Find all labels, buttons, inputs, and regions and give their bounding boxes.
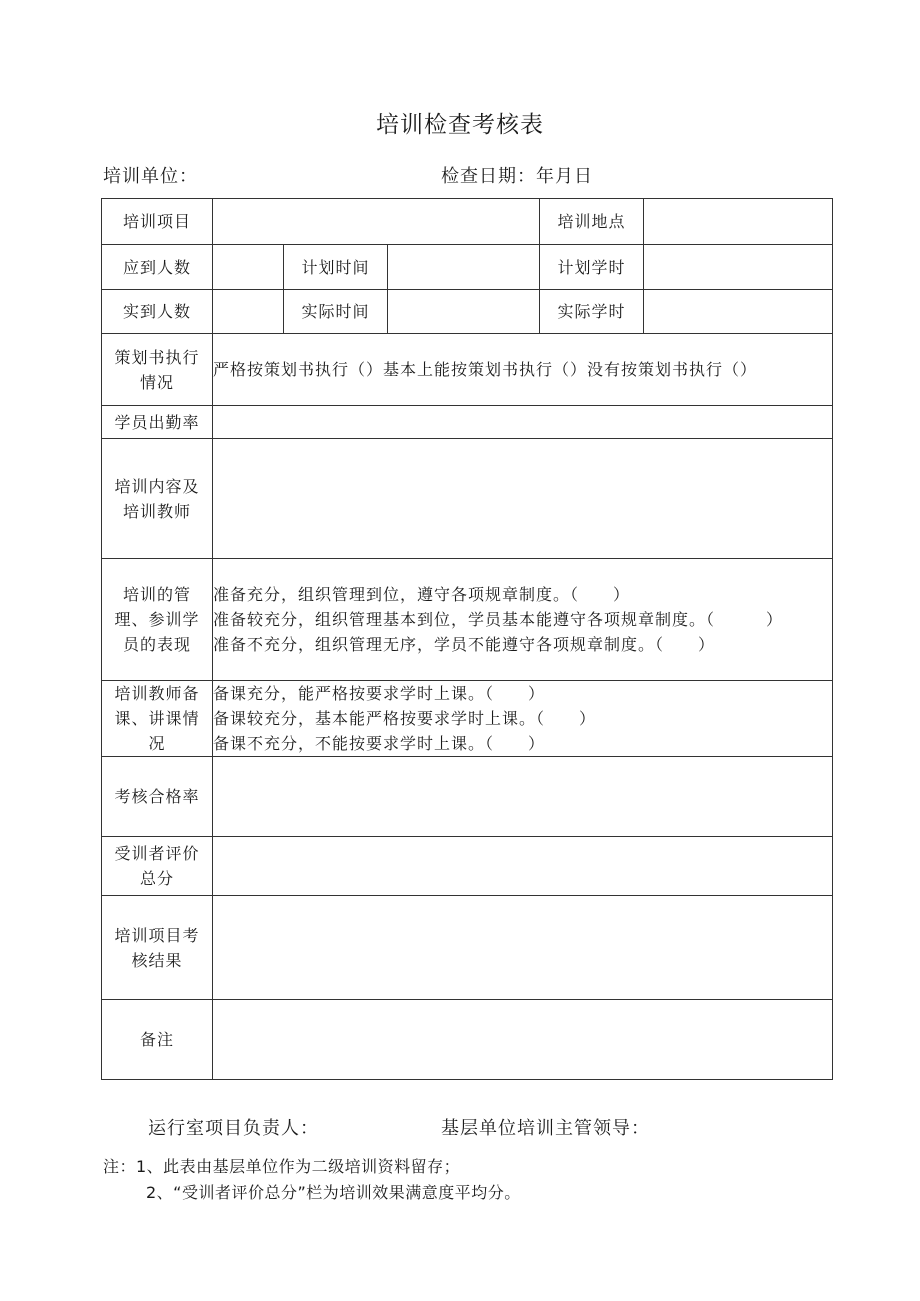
- result-label: [102, 896, 213, 1000]
- row-attendance: [102, 406, 833, 439]
- content-label-line: 培训内容及: [114, 476, 200, 496]
- actual-count-label: 实到人数: [102, 290, 213, 334]
- row-content-teacher: [102, 439, 833, 559]
- attendance-label: 学员出勤率: [102, 406, 213, 439]
- management-options[interactable]: [213, 559, 833, 681]
- attendance-value-cell[interactable]: [213, 406, 833, 439]
- inspection-form-table: [101, 198, 833, 1080]
- content-label: [102, 439, 213, 559]
- actual-time-label: 实际时间: [284, 290, 388, 334]
- evaluation-value-cell[interactable]: [213, 837, 833, 896]
- management-label-line: 员的表现: [122, 635, 191, 654]
- note-line-2: 2、“受训者评价总分”栏为培训效果满意度平均分。: [146, 1183, 521, 1202]
- management-label-line: 培训的管: [122, 585, 191, 604]
- teacher-option: 备课不充分，不能按要求学时上课。（ ）: [213, 734, 546, 753]
- row-actual: [102, 290, 833, 334]
- planned-hours-label: 计划学时: [540, 245, 644, 290]
- management-label: [102, 559, 213, 681]
- content-label-line: 培训教师: [122, 501, 191, 521]
- expected-count-label: 应到人数: [102, 245, 213, 290]
- teacher-options[interactable]: [213, 681, 833, 757]
- result-label-line: 核结果: [131, 950, 183, 970]
- planned-time-label: 计划时间: [284, 245, 388, 290]
- remarks-label: 备注: [102, 1000, 213, 1080]
- teacher-label-line: 课、讲课情: [114, 709, 200, 728]
- management-option: 准备充分，组织管理到位，遵守各项规章制度。（ ）: [213, 585, 631, 604]
- pass-rate-label: 考核合格率: [102, 757, 213, 837]
- evaluation-label: [102, 837, 213, 896]
- training-unit-label: 培训单位：: [103, 166, 198, 187]
- plan-exec-option-text: 严格按策划书执行（）基本上能按策划书执行（）没有按策划书执行（）: [213, 360, 758, 379]
- teacher-option: 备课充分，能严格按要求学时上课。（ ）: [213, 684, 546, 703]
- location-label: 培训地点: [540, 199, 644, 245]
- plan-exec-label-line: 情况: [139, 372, 174, 392]
- teacher-label-line: 况: [148, 734, 166, 753]
- result-label-line: 培训项目考: [114, 925, 200, 945]
- actual-hours-label: 实际学时: [540, 290, 644, 334]
- location-value-cell[interactable]: [644, 199, 833, 245]
- teacher-label-line: 培训教师备: [114, 684, 200, 703]
- unit-leader-signature-label: 基层单位培训主管领导：: [441, 1118, 650, 1139]
- project-label: 培训项目: [102, 199, 213, 245]
- row-management: [102, 559, 833, 681]
- planned-time-cell[interactable]: [388, 245, 540, 290]
- page-title: 培训检查考核表: [376, 112, 544, 138]
- result-value-cell[interactable]: [213, 896, 833, 1000]
- row-teacher: [102, 681, 833, 757]
- teacher-label: [102, 681, 213, 757]
- project-lead-signature-label: 运行室项目负责人：: [148, 1118, 319, 1139]
- row-remarks: [102, 1000, 833, 1080]
- pass-rate-value-cell[interactable]: [213, 757, 833, 837]
- plan-exec-options[interactable]: [213, 334, 833, 406]
- planned-hours-cell[interactable]: [644, 245, 833, 290]
- plan-exec-label: [102, 334, 213, 406]
- row-result: [102, 896, 833, 1000]
- management-option: 准备较充分，组织管理基本到位，学员基本能遵守各项规章制度。（ ）: [213, 610, 784, 629]
- expected-count-cell[interactable]: [213, 245, 284, 290]
- row-evaluation: [102, 837, 833, 896]
- actual-hours-cell[interactable]: [644, 290, 833, 334]
- inspection-date-label: 检查日期：年月日: [441, 166, 593, 187]
- row-expected: [102, 245, 833, 290]
- content-value-cell[interactable]: [213, 439, 833, 559]
- evaluation-label-line: 总分: [139, 869, 174, 888]
- row-project: [102, 199, 833, 245]
- actual-time-cell[interactable]: [388, 290, 540, 334]
- row-pass-rate: [102, 757, 833, 837]
- row-plan-execution: [102, 334, 833, 406]
- evaluation-label-line: 受训者评价: [114, 844, 200, 863]
- management-label-line: 理、参训学: [114, 610, 200, 629]
- note-line-1: 注：1、此表由基层单位作为二级培训资料留存；: [103, 1157, 461, 1176]
- plan-exec-label-line: 策划书执行: [114, 347, 200, 367]
- actual-count-cell[interactable]: [213, 290, 284, 334]
- remarks-value-cell[interactable]: [213, 1000, 833, 1080]
- project-value-cell[interactable]: [213, 199, 540, 245]
- teacher-option: 备课较充分，基本能严格按要求学时上课。（ ）: [213, 709, 597, 728]
- management-option: 准备不充分，组织管理无序，学员不能遵守各项规章制度。（ ）: [213, 635, 716, 654]
